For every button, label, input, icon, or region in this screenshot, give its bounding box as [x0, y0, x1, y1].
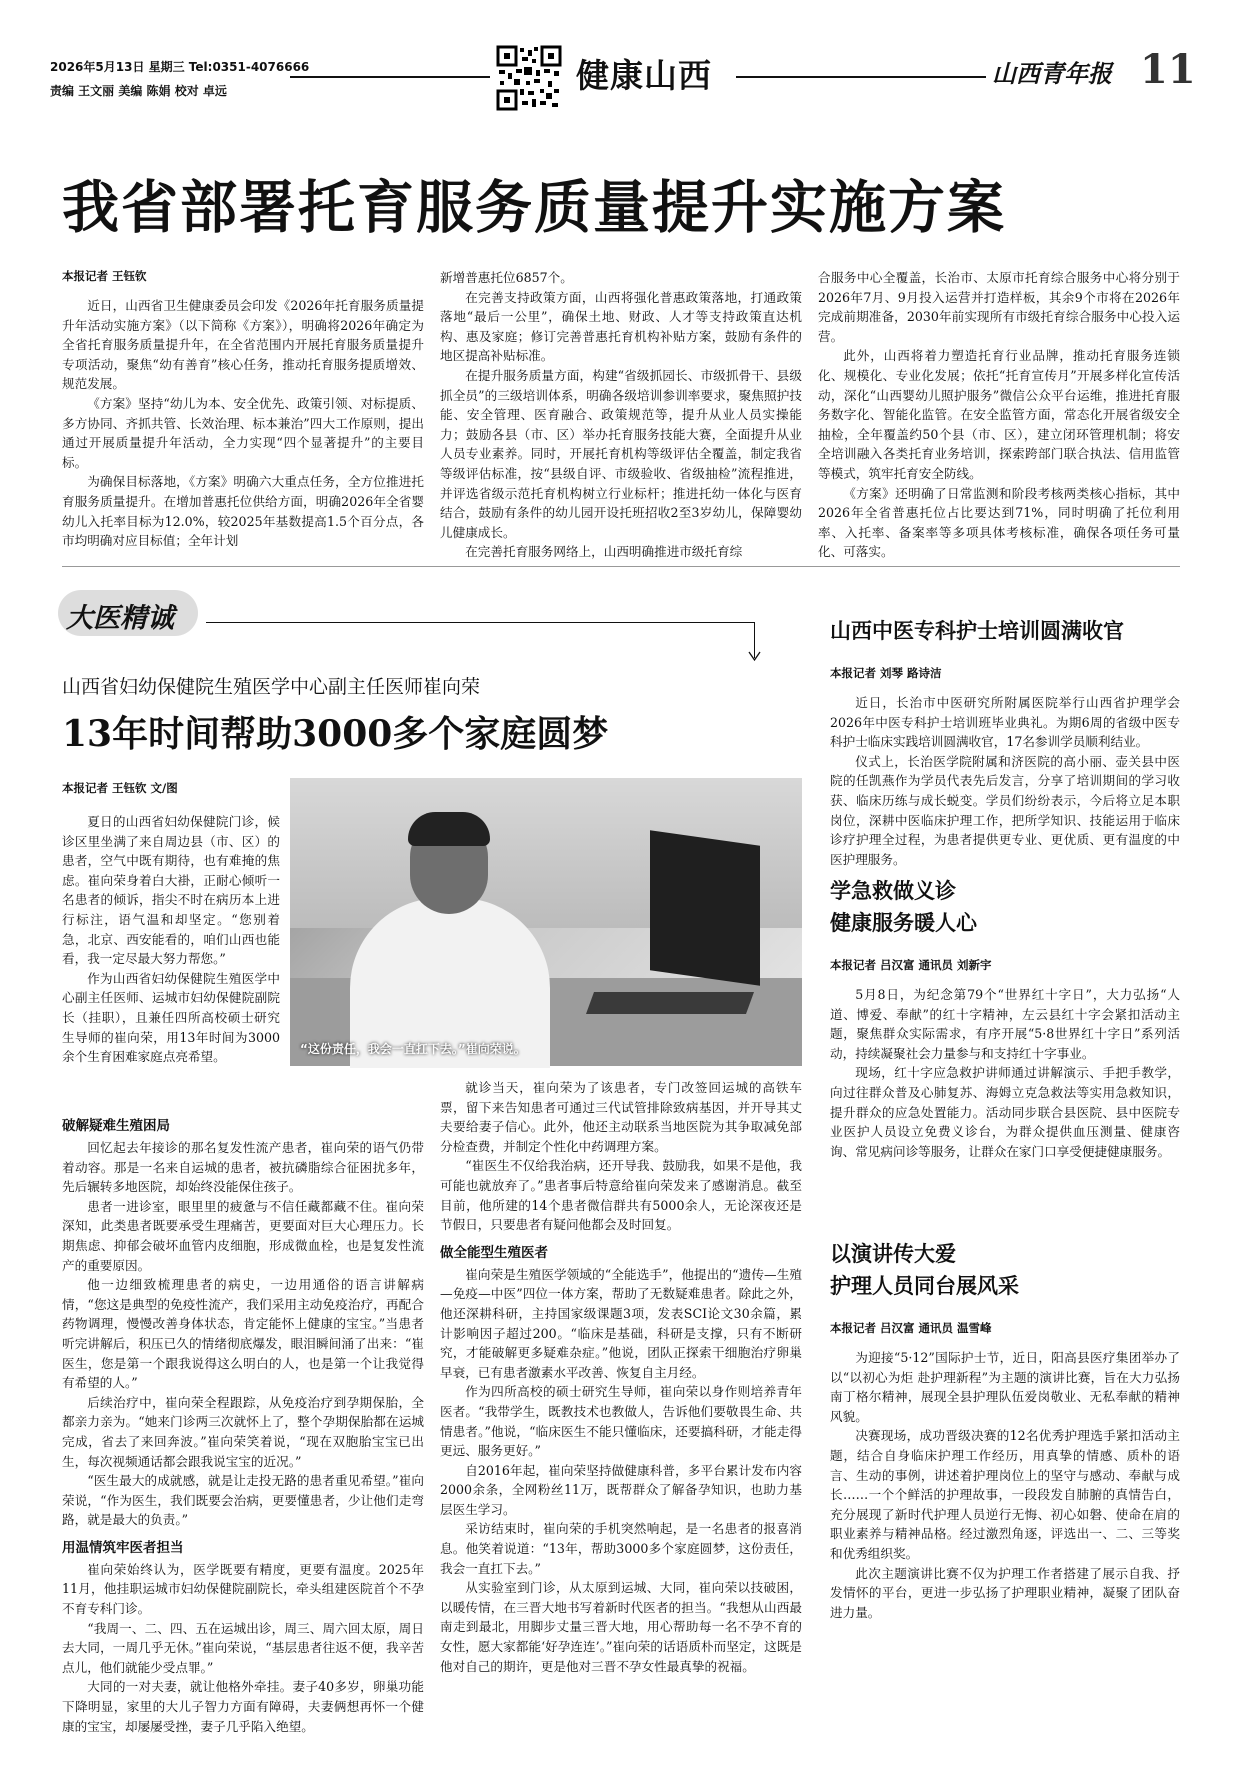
feature-paragraph: 就诊当天，崔向荣为了该患者，专门改签回运城的高铁车票，留下来告知患者可通过三代试管排除致病基因，并开导其丈夫要给妻子信心。此外，他还主动联系当地医院为其争取减免部分检查费，并制定个性化中药调理方案。: [440, 1080, 802, 1154]
lead-paragraph: 此外，山西将着力塑造托育行业品牌，推动托育服务连锁化、规模化、专业化发展；依托“托育宣传月”开展多样化宣传活动，深化“山西婴幼儿照护服务”微信公众平台运维，推进托育服务数字化、智能化监管。在安全监管方面，常态化开展省级安全抽检，全年覆盖约50个县（市、区），建立闭环管理机制；将安全培训融入各类托育业务培训，探索跨部门联合执法、信用监管等模式，筑牢托育安全防线。: [818, 348, 1180, 481]
side-article-2: [830, 875, 1180, 1220]
lead-paragraph: 新增普惠托位6857个。: [440, 270, 573, 285]
masthead-rule-left: [290, 76, 490, 78]
section-heading: 做全能型生殖医者: [440, 1244, 548, 1261]
side-article-title: 山西中医专科护士培训圆满收官: [830, 619, 1124, 643]
feature-paragraph: 夏日的山西省妇幼保健院门诊，候诊区里坐满了来自周边县（市、区）的患者，空气中既有期待，也有难掩的焦虑。崔向荣身着白大褂，正耐心倾听一名患者的倾诉，指尖不时在病历本上进行标注，语气温和却坚定。“您别着急，北京、西安能看的，咱们山西也能看，我一定尽最大努力帮您。”: [62, 814, 280, 967]
feature-headline: 13年时间帮助3000多个家庭圆梦: [62, 713, 609, 755]
arrow-down-icon: [749, 652, 760, 660]
side-article-title: 健康服务暖人心: [830, 911, 977, 935]
feature-paragraph: 崔向荣是生殖医学领域的“全能选手”，他提出的“遗传—生殖—免疫—中医”四位一体方案，帮助了无数疑难患者。除此之外，他还深耕科研，主持国家级课题3项，发表SCI论文30余篇，累计影响因子超过200。“临床是基础，科研是支撑，只有不断研究，才能破解更多疑难杂症。”他说，团队正探索干细胞治疗卵巢早衰，已有患者激素水平改善、恢复自主月经。: [440, 1266, 802, 1380]
side-article-byline: 本报记者 吕汉富 通讯员 温雪峰: [830, 1321, 992, 1335]
side-paragraph: 仪式上，长治医学院附属和济医院的高小丽、壶关县中医院的任凯燕作为学员代表先后发言，分享了培训期间的学习收获、临床历练与成长蜕变。学员们纷纷表示，今后将立足本职岗位，深耕中医临床护理工作，把所学知识、技能运用于临床诊疗护理全过程，为患者提供更专业、更优质、更有温度的中医护理服务。: [830, 753, 1180, 867]
side-paragraph: 为迎接“5·12”国际护士节，近日，阳高县医疗集团举办了以“以初心为炬 赴护理新程”为主题的演讲比赛，旨在大力弘扬南丁格尔精神，展现全县护理队伍爱岗敬业、无私奉献的精神风貌。: [830, 1350, 1180, 1424]
feature-paragraph: “医生最大的成就感，就是让走投无路的患者重见希望。”崔向荣说，“作为医生，我们既要会治病，更要懂患者，少让他们走弯路，就是最大的负责。”: [62, 1473, 424, 1528]
feature-paragraph: 从实验室到门诊，从太原到运城、大同，崔向荣以技破困，以暖传情，在三晋大地书写着新时代医者的担当。“我想从山西最南走到最北，用脚步丈量三晋大地，用心帮助每一名不孕不育的女性，愿大家都能‘好孕连连’。”崔向荣的话语质朴而坚定，这既是他对自己的期许，更是他对三晋不孕女性最真挚的祝福。: [440, 1580, 802, 1674]
lead-paragraph: 《方案》坚持“幼儿为本、安全优先、政策引领、对标提质、多方协同、齐抓共管、长效治理、标本兼治”四大工作原则，提出通过开展质量提升年活动，全力实现“四个显著提升”的主要目标。: [62, 395, 424, 470]
side-article-3: [830, 1238, 1180, 1718]
side-paragraph: 近日，长治市中医研究所附属医院举行山西省护理学会2026年中医专科护士培训班毕业典礼。为期6周的省级中医专科护士临床实践培训圆满收官，17名参训学员顺利结业。: [830, 695, 1180, 750]
section-heading: 用温情筑牢医者担当: [62, 1539, 184, 1556]
feature-column-1: [62, 1108, 424, 1734]
feature-paragraph: 患者一进诊室，眼里里的疲惫与不信任藏都藏不住。崔向荣深知，此类患者既要承受生理痛苦，更要面对巨大心理压力。长期焦虑、抑郁会破坏血管内皮细胞，形成微血栓，也是复发性流产的重要原因。: [62, 1198, 424, 1273]
lead-paragraph: 为确保目标落地，《方案》明确六大重点任务，全方位推进托育服务质量提升。在增加普惠托位供给方面，明确2026年全省婴幼儿入托率目标为12.0%，较2025年基数提高1.5个百分点，各市均明确对应目标值；全年计划: [62, 474, 424, 549]
feature-paragraph: “我周一、二、四、五在运城出诊，周三、周六回太原，周日去大同，一周几乎无休。”崔向荣说，“基层患者往返不便，我辛苦点儿，他们就能少受点罪。”: [62, 1620, 424, 1675]
side-article-title: 以演讲传大爱: [830, 1242, 956, 1266]
side-article-byline: 本报记者 吕汉富 通讯员 刘新宇: [830, 958, 992, 972]
side-article-byline: 本报记者 刘琴 路诗洁: [830, 666, 942, 680]
feature-kicker: 山西省妇幼保健院生殖医学中心副主任医师崔向荣: [62, 676, 481, 698]
feature-paragraph: 作为四所高校的硕士研究生导师，崔向荣以身作则培养青年医者。“我带学生，既教技术也教做人，告诉他们要敬畏生命、共情患者。”他说，“临床医生不能只懂临床，还要搞科研，才能走得更远、服务更好。”: [440, 1384, 802, 1459]
page-number: 11: [1140, 46, 1196, 93]
photo-monitor: [650, 830, 760, 985]
side-article-title: 护理人员同台展风采: [830, 1274, 1019, 1298]
feature-top-rule: [206, 622, 754, 623]
feature-paragraph: 采访结束时，崔向荣的手机突然响起，是一名患者的报喜消息。他笑着说道：“13年，帮助3000多个家庭圆梦，这份责任，我会一直扛下去。”: [440, 1521, 802, 1576]
feature-column-2: [440, 1078, 802, 1712]
section-heading: 破解疑难生殖困局: [62, 1118, 170, 1134]
editors-line: 责编 王文丽 美编 陈娟 校对 卓远: [50, 84, 227, 98]
feature-paragraph: 作为山西省妇幼保健院生殖医学中心副主任医师、运城市妇幼保健院副院长（挂职），且兼任四所高校硕士研究生导师的崔向荣，用13年时间为3000余个生育困难家庭点亮希望。: [62, 970, 280, 1065]
feature-paragraph: 崔向荣始终认为，医学既要有精度，更要有温度。2025年11月，他挂职运城市妇幼保健院副院长，牵头组建医院首个不孕不育专科门诊。: [62, 1561, 424, 1617]
feature-paragraph: 回忆起去年接诊的那名复发性流产患者，崔向荣的语气仍带着动容。那是一名来自运城的患者，被抗磷脂综合征困扰多年，先后辗转多地医院，却始终没能保住孩子。: [62, 1140, 424, 1195]
column-name: 大医精诚: [66, 603, 174, 634]
side-paragraph: 现场，红十字应急救护讲师通过讲解演示、手把手教学，向过往群众普及心肺复苏、海姆立克急救法等实用急救知识，提升群众的应急处置能力。活动同步联合县医院、县中医院专业医护人员设立免费义诊台，为群众提供血压测量、健康咨询、常见病问诊等服务，让群众在家门口享受便捷健康服务。: [830, 1065, 1180, 1159]
side-article-1: [830, 615, 1180, 867]
photo-keyboard: [586, 992, 754, 1014]
section-title: 健康山西: [576, 56, 712, 95]
feature-paragraph: 后续治疗中，崔向荣全程跟踪，从免疫治疗到孕期保胎，全都亲力亲为。“她来门诊两三次就怀上了，整个孕期保胎都在运城完成，省去了来回奔波。”崔向荣笑着说，“现在双胞胎宝宝已出生，每次视频通话都会跟我说宝宝的近况。”: [62, 1394, 424, 1469]
feature-paragraph: 大同的一对夫妻，就让他格外牵挂。妻子40多岁，卵巢功能下降明显，家里的大儿子智力方面有障碍，夫妻俩想再怀一个健康的宝宝，却屡屡受挫，妻子几乎陷入绝望。: [62, 1679, 424, 1734]
masthead-rule-right: [736, 76, 986, 78]
side-paragraph: 此次主题演讲比赛不仅为护理工作者搭建了展示自我、抒发情怀的平台，更进一步弘扬了护理职业精神，凝聚了团队奋进力量。: [830, 1565, 1180, 1620]
newspaper-logo: 山西青年报: [992, 59, 1112, 88]
lead-paragraph: 合服务中心全覆盖，长治市、太原市托育综合服务中心将分别于2026年7月、9月投入运营并打造样板，其余9个市将在2026年完成前期准备，2030年前实现所有市级托育综合服务中心投入运营。: [818, 270, 1180, 344]
feature-byline: 本报记者 王钰钦 文/图: [62, 781, 178, 795]
lead-paragraph: 在完善支持政策方面，山西将强化普惠政策落地，打通政策落地“最后一公里”，确保土地、财政、人才等支持政策直达机构、惠及家庭；修订完善普惠托育机构补贴方案，鼓励有条件的地区提高补贴标准。: [440, 289, 802, 364]
feature-paragraph: 自2016年起，崔向荣坚持做健康科普，多平台累计发布内容2000余条，全网粉丝11万，既帮群众了解备孕知识，也助力基层医生学习。: [440, 1462, 802, 1517]
feature-paragraph: 他一边细致梳理患者的病史，一边用通俗的语言讲解病情，“您这是典型的免疫性流产，我们采用主动免疫治疗，再配合药物调理，慢慢改善身体状态，肯定能怀上健康的宝宝。”当患者听完讲解后，积压已久的情绪彻底爆发，眼泪瞬间涌了出来：“崔医生，您是第一个跟我说得这么明白的人，也是第一个让我觉得有希望的人。”: [62, 1277, 424, 1391]
lead-column-2: [440, 268, 802, 560]
feature-photo: [290, 778, 802, 1066]
side-article-title: 学急救做义诊: [830, 879, 956, 903]
feature-intro: [62, 812, 280, 1112]
lead-column-1: [62, 268, 424, 550]
lead-headline: 我省部署托育服务质量提升实施方案: [62, 175, 1006, 241]
lead-paragraph: 在提升服务质量方面，构建“省级抓园长、市级抓骨干、县级抓全员”的三级培训体系，明确各级培训参训率要求，聚焦照护技能、安全管理、医育融合、政策规范等，提升从业人员实操能力；鼓励各县（市、区）举办托育服务技能大赛，全面提升从业人员专业素养。同时，开展托育机构等级评估全覆盖，制定我省等级评估标准，按“县级自评、市级验收、省级抽检”流程推进，并评选省级示范托育机构树立行业标杆；推进托幼一体化与医育结合，鼓励有条件的幼儿园开设托班招收2至3岁幼儿，保障婴幼儿健康成长。: [440, 367, 802, 540]
feature-paragraph: “崔医生不仅给我治病，还开导我、鼓励我，如果不是他，我可能也就放弃了。”患者事后特意给崔向荣发来了感谢消息。截至目前，他所建的14个患者微信群共有5000余人，无论深夜还是节假日，只要患者有疑问他都会及时回复。: [440, 1158, 802, 1233]
side-paragraph: 决赛现场，成功晋级决赛的12名优秀护理选手紧扣活动主题，结合自身临床护理工作经历，用真挚的情感、质朴的语言、生动的事例，讲述着护理岗位上的坚守与感动、奉献与成长……一个个鲜活的护理故事，一段段发自肺腑的真情告白，充分展现了新时代护理人员逆行无悔、初心如磐、使命在肩的职业素养与精神品格。经过激烈角逐，评选出一、二、三等奖和优秀组织奖。: [830, 1428, 1180, 1561]
photo-caption: “这份责任，我会一直扛下去。”崔向荣说。: [300, 1042, 526, 1056]
side-paragraph: 5月8日，为纪念第79个“世界红十字日”，大力弘扬“人道、博爱、奉献”的红十字精神，左云县红十字会紧扣活动主题，聚焦群众实际需求，有序开展“5·8世界红十字日”系列活动，持续凝聚社会力量参与和支持红十字事业。: [830, 987, 1180, 1061]
lead-byline: 本报记者 王钰钦: [62, 269, 147, 283]
lead-column-3: [818, 268, 1180, 560]
lead-bottom-rule: [62, 566, 1180, 567]
lead-paragraph: 《方案》还明确了日常监测和阶段考核两类核心指标，其中2026年全省普惠托位占比要达到71%，同时明确了托位利用率、入托率、备案率等多项具体考核标准，确保各项任务可量化、可落实。: [818, 485, 1180, 560]
photo-doctor-hair: [408, 812, 490, 846]
qr-code-icon: [496, 45, 562, 111]
lead-paragraph: 在完善托育服务网络上，山西明确推进市级托育综: [465, 544, 743, 560]
lead-paragraph: 近日，山西省卫生健康委员会印发《2026年托育服务质量提升年活动实施方案》（以下简称《方案》），明确将2026年确定为全省托育服务质量提升年，在全省范围内开展托育服务质量提升专项活动，聚焦“幼有善育”核心任务，推动托育服务提质增效、规范发展。: [62, 298, 424, 392]
date-line: 2026年5月13日 星期三 Tel:0351-4076666: [50, 60, 310, 74]
